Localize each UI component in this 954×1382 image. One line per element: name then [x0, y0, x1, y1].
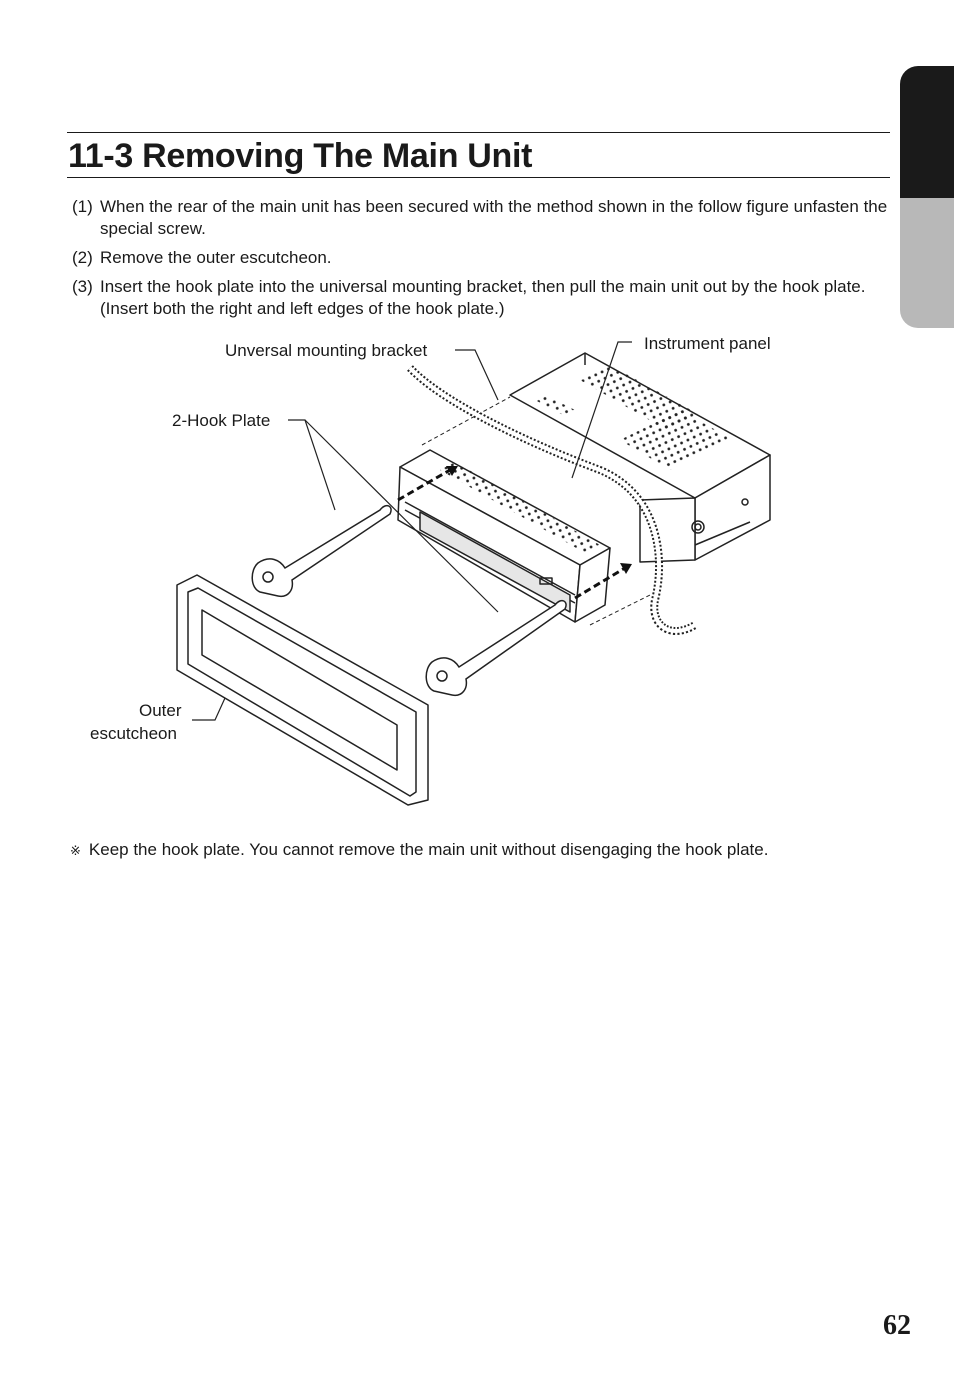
step-text: Remove the outer escutcheon. — [100, 248, 332, 267]
chapter-tab-light — [900, 198, 954, 328]
outer-escutcheon-shape — [177, 575, 428, 805]
chapter-tab-dark — [900, 66, 954, 198]
hook-plate-left — [252, 506, 391, 597]
step-1 — [72, 196, 892, 240]
step-3 — [72, 276, 892, 320]
hook-plate-right — [426, 601, 566, 696]
step-number: (3) — [72, 277, 93, 296]
bracket-label: Unversal mounting bracket — [225, 341, 428, 360]
note-text: Keep the hook plate. You cannot remove the main unit without disengaging the hook plate. — [88, 840, 769, 859]
steps-list — [72, 196, 892, 327]
page-title: 11-3 Removing The Main Unit — [68, 137, 533, 175]
note-mark: ※ — [70, 843, 81, 858]
escutcheon-label-line1: Outer — [139, 701, 182, 720]
escutcheon-label-line2: escutcheon — [90, 724, 177, 743]
title-rule-top — [67, 132, 890, 133]
instrument-panel-label: Instrument panel — [644, 334, 771, 353]
note — [70, 838, 768, 863]
step-number: (1) — [72, 197, 93, 216]
step-2 — [72, 247, 892, 269]
page-number: 62 — [883, 1310, 911, 1341]
hook-plate-label: 2-Hook Plate — [172, 411, 271, 430]
step-number: (2) — [72, 248, 93, 267]
step-text: When the rear of the main unit has been secured with the method shown in the follow figure unfasten the special screw. — [100, 197, 888, 238]
step-text: Insert the hook plate into the universal mounting bracket, then pull the main unit out by the hook plate. (Insert both the right and left edges of the hook plate.) — [100, 277, 866, 318]
title-rule-bottom — [67, 177, 890, 178]
